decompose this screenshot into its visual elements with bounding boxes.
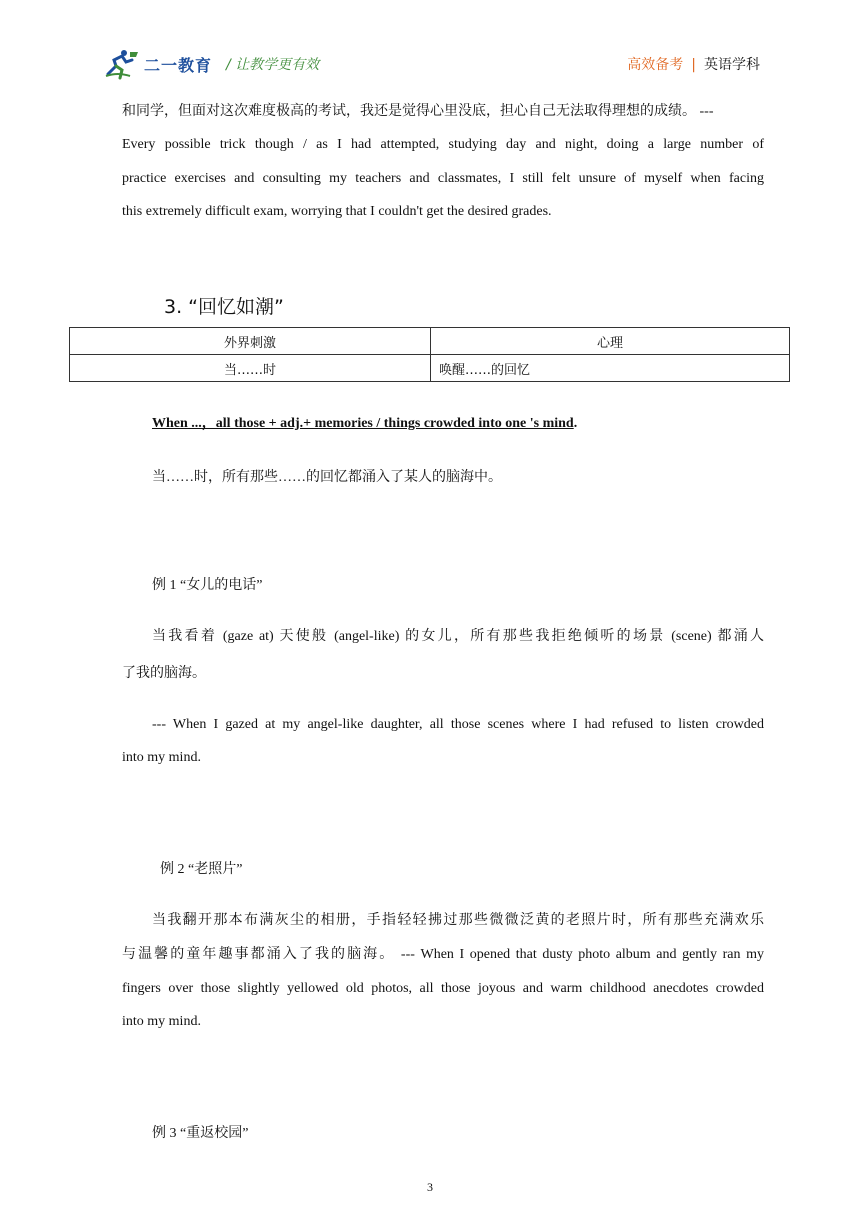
sentence-pattern (152, 412, 577, 432)
example-2-line-4: into my mind. (122, 1014, 201, 1029)
page-header (104, 44, 760, 84)
header-separator: | (691, 57, 696, 73)
section-heading: 3. “回忆如潮” (164, 296, 284, 318)
example-1-en-line-2: into my mind. (122, 750, 201, 765)
sentence-pattern-period: . (573, 416, 578, 431)
runner-flag-logo-icon (104, 48, 140, 80)
intro-line-1: 和同学，但面对这次难度极高的考试，我还是觉得心里没底，担心自己无法取得理想的成绩。 --- (122, 104, 714, 119)
sentence-pattern-text: When ...，all those + adj.+ memories / things crowded into one 's mind (152, 416, 574, 431)
intro-line-2: Every possible trick though / as I had attempted, studying day and night, doing a large number of (122, 137, 764, 152)
table-cell: 唤醒……的回忆 (431, 355, 790, 382)
example-1-cn-line-2: 了我的脑海。 (122, 666, 206, 681)
table-header-cell: 心理 (431, 328, 790, 355)
table-header-row (70, 328, 790, 355)
table-header-cell: 外界刺激 (70, 328, 431, 355)
table-cell: 当……时 (70, 355, 431, 382)
page-number: 3 (427, 1180, 433, 1194)
stimulus-psychology-table (69, 327, 790, 382)
header-tag-subject: 英语学科 (704, 57, 760, 73)
brand-name: 二一教育 (144, 56, 213, 75)
brand-slogan: / 让教学更有效 (226, 57, 320, 73)
example-1-cn-line-1: 当我看着 (gaze at) 天使般 (angel-like) 的女儿，所有那些我拒绝倾听的场景 (scene) 都涌人 (152, 629, 764, 644)
example-3-title: 例 3 “重返校园” (152, 1126, 249, 1141)
sentence-pattern-translation: 当……时，所有那些……的回忆都涌入了某人的脑海中。 (152, 470, 502, 485)
intro-line-4: this extremely difficult exam, worrying that I couldn't get the desired grades. (122, 204, 552, 219)
example-1-title: 例 1 “女儿的电话” (152, 578, 263, 593)
example-2-line-3: fingers over those slightly yellowed old photos, all those joyous and warm childhood anecdotes crowded (122, 981, 764, 996)
example-2-title: 例 2 “老照片” (160, 862, 243, 877)
header-tag-exam: 高效备考 (627, 57, 684, 73)
header-subject (627, 54, 760, 74)
intro-line-3: practice exercises and consulting my teachers and classmates, I still felt unsure of myself when facing (122, 171, 764, 186)
table-row (70, 355, 790, 382)
example-1-en-line-1: --- When I gazed at my angel-like daughter, all those scenes where I had refused to listen crowded (152, 717, 764, 732)
example-2-line-2: 与温馨的童年趣事都涌入了我的脑海。 --- When I opened that dusty photo album and gently ran my (122, 947, 764, 962)
example-2-line-1: 当我翻开那本布满灰尘的相册，手指轻轻拂过那些微微泛黄的老照片时，所有那些充满欢乐 (152, 913, 764, 928)
